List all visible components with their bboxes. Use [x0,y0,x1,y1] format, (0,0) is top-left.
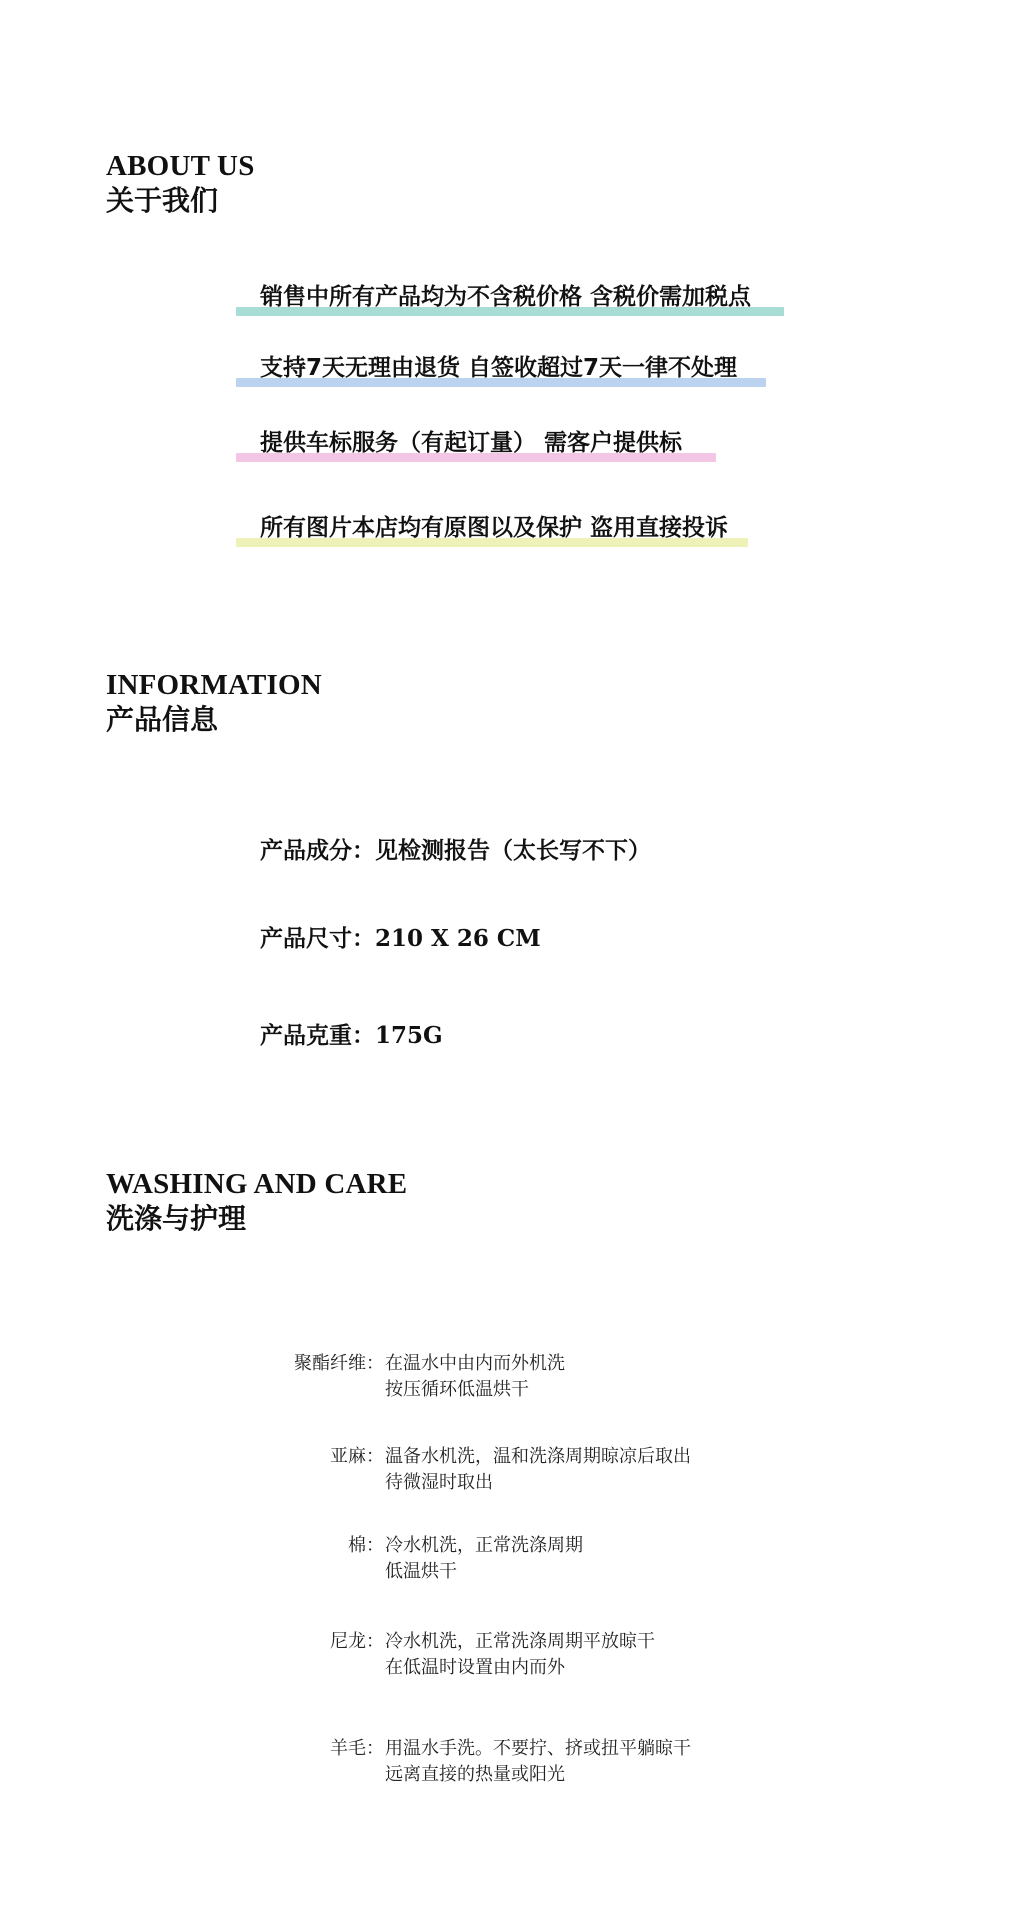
information-section-title [106,669,322,737]
about-note [236,353,796,393]
wash-material: 亚麻： [330,1446,384,1467]
info-row-size [260,924,541,954]
wash-instructions [385,1351,565,1403]
info-label: 产品克重： [260,1023,375,1049]
about-note [236,513,796,553]
wash-material: 羊毛： [330,1738,384,1759]
washing-section-title [106,1168,407,1236]
washing-title-zh: 洗涤与护理 [106,1202,247,1236]
information-title-en: INFORMATION [106,669,322,701]
info-label: 产品成分： [260,838,375,864]
wash-line: 待微湿时取出 [385,1472,493,1493]
wash-line: 用温水手洗。不要拧、挤或扭平躺晾干 [385,1738,691,1759]
information-title-zh: 产品信息 [106,703,219,737]
about-note [236,282,806,322]
wash-material: 棉： [348,1535,384,1556]
info-label: 产品尺寸： [260,926,375,952]
about-note [236,428,736,468]
info-row-weight [260,1021,443,1051]
wash-instructions [385,1629,655,1681]
wash-material: 聚酯纤维： [294,1353,384,1374]
wash-line: 冷水机洗，正常洗涤周期平放晾干 [385,1631,655,1652]
wash-line: 在温水中由内而外机洗 [385,1353,565,1374]
info-value: 见检测报告（太长写不下） [375,837,651,864]
about-note-text: 支持7天无理由退货 自签收超过7天一律不处理 [260,355,738,381]
wash-line: 低温烘干 [385,1561,457,1582]
wash-instructions [385,1533,583,1585]
wash-material: 尼龙： [330,1631,384,1652]
about-title-zh: 关于我们 [106,184,219,218]
info-value: 175G [375,1022,443,1049]
wash-line: 远离直接的热量或阳光 [385,1764,565,1785]
washing-title-en: WASHING AND CARE [106,1168,408,1200]
about-note-text: 所有图片本店均有原图以及保护 盗用直接投诉 [260,515,729,541]
wash-line: 冷水机洗，正常洗涤周期 [385,1535,583,1556]
wash-instructions [385,1736,691,1788]
wash-instructions [385,1444,691,1496]
about-note-text: 提供车标服务（有起订量） 需客户提供标 [260,430,683,456]
wash-line: 温备水机洗，温和洗涤周期晾凉后取出 [385,1446,691,1467]
about-note-text: 销售中所有产品均为不含税价格 含税价需加税点 [260,284,752,310]
about-section-title [106,150,255,218]
about-title-en: ABOUT US [106,150,255,182]
info-row-composition [260,836,651,866]
wash-line: 按压循环低温烘干 [385,1379,529,1400]
info-value: 210 X 26 CM [375,925,541,952]
wash-line: 在低温时设置由内而外 [385,1657,565,1678]
